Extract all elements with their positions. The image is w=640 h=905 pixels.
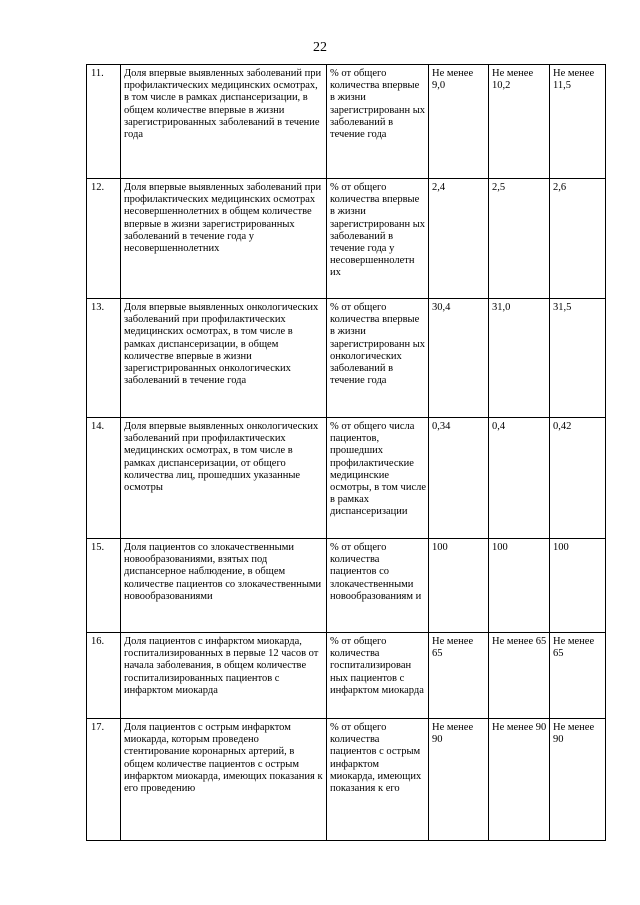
table-row: [87, 539, 606, 633]
value-year-1: Не менее 9,0: [429, 65, 489, 179]
table-row: [87, 299, 606, 418]
value-year-1: 2,4: [429, 179, 489, 299]
table-row: [87, 65, 606, 179]
value-year-3: 0,42: [550, 418, 606, 539]
row-number: 17.: [87, 719, 121, 841]
indicator-unit: % от общего количества впервые в жизни зарегистрированн ых онкологических заболеваний в течение года: [327, 299, 429, 418]
value-year-3: 100: [550, 539, 606, 633]
indicators-table: [86, 64, 606, 841]
indicator-name: Доля впервые выявленных заболеваний при профилактических медицинских осмотрах, в том числе в рамках диспансеризации, в общем количестве впервые в жизни зарегистрированных заболеваний в течение года: [121, 65, 327, 179]
value-year-3: 2,6: [550, 179, 606, 299]
indicator-unit: % от общего количества впервые в жизни зарегистрированн ых заболеваний в течение года у несовершеннолетн их: [327, 179, 429, 299]
indicator-unit: % от общего числа пациентов, прошедших профилактические медицинские осмотры, в том числе в рамках диспансеризации: [327, 418, 429, 539]
value-year-1: 0,34: [429, 418, 489, 539]
row-number: 16.: [87, 633, 121, 719]
table-row: [87, 179, 606, 299]
value-year-2: Не менее 90: [489, 719, 550, 841]
row-number: 14.: [87, 418, 121, 539]
value-year-3: 31,5: [550, 299, 606, 418]
value-year-2: Не менее 10,2: [489, 65, 550, 179]
value-year-1: 30,4: [429, 299, 489, 418]
table-row: [87, 633, 606, 719]
table-row: [87, 719, 606, 841]
value-year-2: 31,0: [489, 299, 550, 418]
indicator-name: Доля впервые выявленных заболеваний при профилактических медицинских осмотрах несовершеннолетних в общем количестве впервые в жизни зарегистрированных заболеваний в течение года у несовершеннолетних: [121, 179, 327, 299]
indicator-unit: % от общего количества пациентов с острым инфарктом миокарда, имеющих показания к его: [327, 719, 429, 841]
indicator-unit: % от общего количества пациентов со злокачественными новообразованиям и: [327, 539, 429, 633]
value-year-3: Не менее 90: [550, 719, 606, 841]
indicator-unit: % от общего количества впервые в жизни зарегистрированн ых заболеваний в течение года: [327, 65, 429, 179]
value-year-1: Не менее 65: [429, 633, 489, 719]
row-number: 15.: [87, 539, 121, 633]
value-year-1: 100: [429, 539, 489, 633]
indicator-name: Доля впервые выявленных онкологических заболеваний при профилактических медицинских осмотрах, в том числе в рамках диспансеризации, в общем количестве впервые в жизни зарегистрированных онкологических заболеваний в течение года: [121, 299, 327, 418]
row-number: 11.: [87, 65, 121, 179]
indicator-name: Доля пациентов с инфарктом миокарда, госпитализированных в первые 12 часов от начала заболевания, в общем количестве госпитализированных пациентов с инфарктом миокарда: [121, 633, 327, 719]
value-year-1: Не менее 90: [429, 719, 489, 841]
table-row: [87, 418, 606, 539]
value-year-3: Не менее 11,5: [550, 65, 606, 179]
value-year-2: Не менее 65: [489, 633, 550, 719]
row-number: 12.: [87, 179, 121, 299]
indicator-name: Доля впервые выявленных онкологических заболеваний при профилактических медицинских осмотрах, в том числе в рамках диспансеризации, от общего количества лиц, прошедших указанные осмотры: [121, 418, 327, 539]
indicator-name: Доля пациентов со злокачественными новообразованиями, взятых под диспансерное наблюдение, в общем количестве пациентов со злокачественными новообразованиями: [121, 539, 327, 633]
page-number: 22: [313, 40, 327, 55]
row-number: 13.: [87, 299, 121, 418]
value-year-3: Не менее 65: [550, 633, 606, 719]
indicator-unit: % от общего количества госпитализирован ных пациентов с инфарктом миокарда: [327, 633, 429, 719]
value-year-2: 0,4: [489, 418, 550, 539]
indicator-name: Доля пациентов с острым инфарктом миокарда, которым проведено стентирование коронарных артерий, в общем количестве пациентов с острым инфарктом миокарда, имеющих показания к его проведению: [121, 719, 327, 841]
value-year-2: 100: [489, 539, 550, 633]
value-year-2: 2,5: [489, 179, 550, 299]
